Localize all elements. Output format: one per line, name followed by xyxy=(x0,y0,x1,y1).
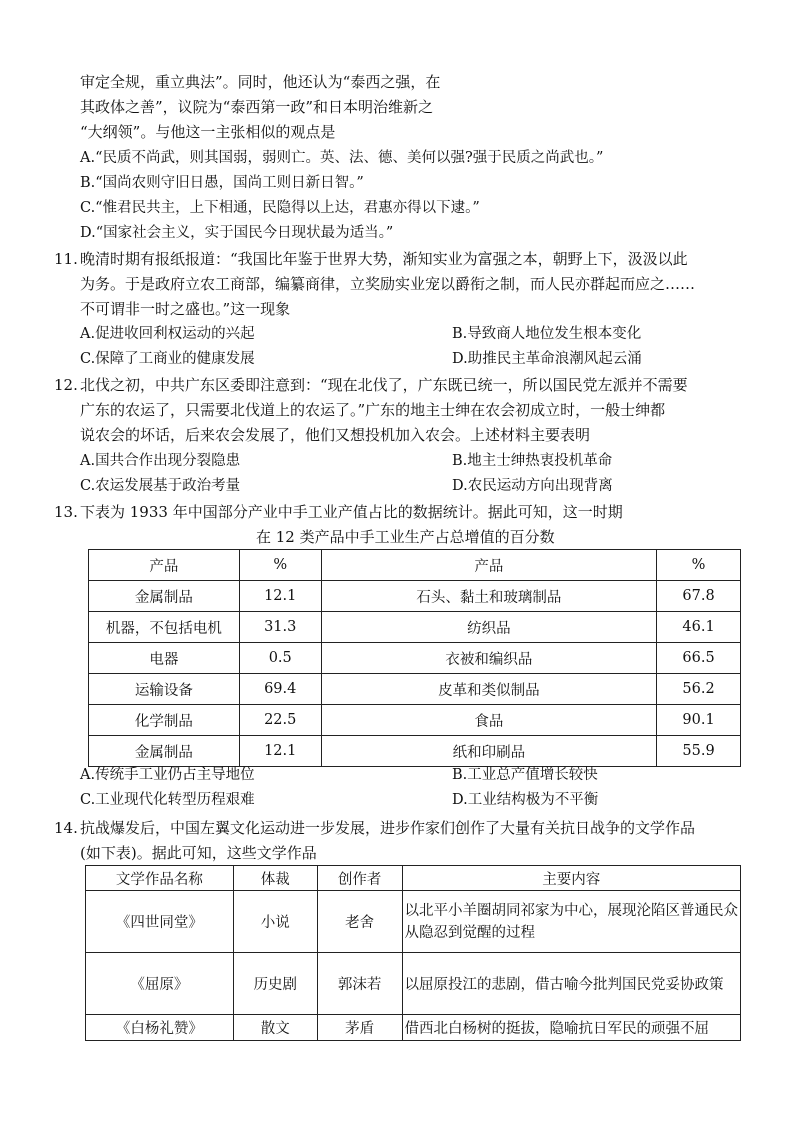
table-cell: 《屈原》 xyxy=(86,953,234,1015)
q12-number: 12. xyxy=(54,376,78,394)
table-row xyxy=(89,581,741,612)
q13-line: 下表为 1933 年中国部分产业中手工业产值占比的数据统计。据此可知，这一时期 xyxy=(80,503,623,521)
table-row xyxy=(89,736,741,767)
table-cell: 55.9 xyxy=(657,736,741,767)
q13-table-caption: 在 12 类产品中手工业生产占总增值的百分数 xyxy=(256,528,555,546)
table-row xyxy=(89,643,741,674)
q13-header-percent-2: % xyxy=(657,550,741,581)
table-cell: 以屈原投江的悲剧，借古喻今批判国民党妥协政策 xyxy=(402,953,740,1015)
q13-header-product-2: 产品 xyxy=(321,550,656,581)
q12-option-b[interactable]: B.地主士绅热衷投机革命 xyxy=(452,453,613,469)
q13-option-b[interactable]: B.工业总产值增长较快 xyxy=(452,767,598,783)
q12-line-1: 北伐之初，中共广东区委即注意到：“现在北伐了，广东既已统一，所以国民党左派并不需要 xyxy=(80,376,688,394)
table-cell: 老舍 xyxy=(317,891,402,953)
table-cell: 《白杨礼赞》 xyxy=(86,1015,234,1041)
q14-header-content: 主要内容 xyxy=(402,866,740,891)
table-row xyxy=(89,674,741,705)
table-cell: 90.1 xyxy=(657,705,741,736)
table-cell: 金属制品 xyxy=(89,736,240,767)
q14-header-author: 创作者 xyxy=(317,866,402,891)
q13-table-header xyxy=(89,550,741,581)
table-row xyxy=(89,612,741,643)
q13-header-product-1: 产品 xyxy=(89,550,240,581)
table-cell: 22.5 xyxy=(239,705,321,736)
q14-header-title: 文学作品名称 xyxy=(86,866,234,891)
table-cell: 机器，不包括电机 xyxy=(89,612,240,643)
q10-option-b[interactable]: B.“国尚农则守旧日愚，国尚工则日新日智。” xyxy=(80,175,364,191)
q11-line-2: 为务。于是政府立农工商部，编纂商律，立奖励实业宠以爵衔之制，而人民亦群起而应之…… xyxy=(80,275,696,293)
q13-number: 13. xyxy=(54,503,78,521)
q11-number: 11. xyxy=(54,250,78,268)
table-cell: 化学制品 xyxy=(89,705,240,736)
q13-option-a[interactable]: A.传统手工业仍占主导地位 xyxy=(80,767,255,783)
table-cell: 《四世同堂》 xyxy=(86,891,234,953)
q14-line-1: 抗战爆发后，中国左翼文化运动进一步发展，进步作家们创作了大量有关抗日战争的文学作品 xyxy=(80,819,696,837)
table-row xyxy=(86,1015,741,1041)
q12-line-3: 说农会的坏话，后来农会发展了，他们又想投机加入农会。上述材料主要表明 xyxy=(80,426,591,444)
table-cell: 小说 xyxy=(233,891,317,953)
q14-line-2: (如下表)。据此可知，这些文学作品 xyxy=(80,844,317,862)
q10-option-c[interactable]: C.“惟君民共主，上下相通，民隐得以上达，君惠亦得以下逮。” xyxy=(80,200,480,216)
table-row xyxy=(89,705,741,736)
table-cell: 郭沫若 xyxy=(317,953,402,1015)
q14-number: 14. xyxy=(54,819,78,837)
q11-line-1: 晚清时期有报纸报道：“我国比年鉴于世界大势，渐知实业为富强之本，朝野上下，汲汲以此 xyxy=(80,250,688,268)
q14-table-header xyxy=(86,866,741,891)
q10-option-a[interactable]: A.“民质不尚武，则其国弱，弱则亡。英、法、德、美何以强?强于民质之尚武也。” xyxy=(80,150,604,166)
q11-option-d[interactable]: D.助推民主革命浪潮风起云涌 xyxy=(452,351,642,367)
table-cell: 历史剧 xyxy=(233,953,317,1015)
table-cell: 12.1 xyxy=(239,736,321,767)
table-cell: 运输设备 xyxy=(89,674,240,705)
q12-option-d[interactable]: D.农民运动方向出现背离 xyxy=(452,478,613,494)
table-cell: 散文 xyxy=(233,1015,317,1041)
table-cell: 56.2 xyxy=(657,674,741,705)
table-cell: 茅盾 xyxy=(317,1015,402,1041)
table-cell: 电器 xyxy=(89,643,240,674)
table-cell: 0.5 xyxy=(239,643,321,674)
table-cell: 石头、黏土和玻璃制品 xyxy=(321,581,656,612)
q11-option-a[interactable]: A.促进收回利权运动的兴起 xyxy=(80,326,255,342)
q13-table xyxy=(88,549,741,767)
q10-option-d[interactable]: D.“国家社会主义，实于国民今日现状最为适当。” xyxy=(80,225,394,241)
table-cell: 食品 xyxy=(321,705,656,736)
table-row xyxy=(86,891,741,953)
table-cell: 纺织品 xyxy=(321,612,656,643)
q11-line-3: 不可谓非一时之盛也。”这一现象 xyxy=(80,300,291,318)
table-cell: 46.1 xyxy=(657,612,741,643)
table-cell: 金属制品 xyxy=(89,581,240,612)
table-cell: 66.5 xyxy=(657,643,741,674)
q10-line-2: 其政体之善”，议院为“泰西第一政”和日本明治维新之 xyxy=(80,98,434,116)
table-cell: 67.8 xyxy=(657,581,741,612)
table-cell: 31.3 xyxy=(239,612,321,643)
q13-option-d[interactable]: D.工业结构极为不平衡 xyxy=(452,792,599,808)
table-cell: 皮革和类似制品 xyxy=(321,674,656,705)
table-cell: 纸和印刷品 xyxy=(321,736,656,767)
table-cell: 衣被和编织品 xyxy=(321,643,656,674)
q12-line-2: 广东的农运了，只需要北伐道上的农运了。”广东的地主士绅在农会初成立时，一般士绅都 xyxy=(80,401,666,419)
q14-table xyxy=(85,865,741,1041)
q11-option-b[interactable]: B.导致商人地位发生根本变化 xyxy=(452,326,642,342)
q11-option-c[interactable]: C.保障了工商业的健康发展 xyxy=(80,351,255,367)
q10-line-3: “大纲领”。与他这一主张相似的观点是 xyxy=(80,123,336,141)
q12-option-c[interactable]: C.农运发展基于政治考量 xyxy=(80,478,241,494)
q13-header-percent-1: % xyxy=(239,550,321,581)
q12-option-a[interactable]: A.国共合作出现分裂隐患 xyxy=(80,453,241,469)
table-cell: 借西北白杨树的挺拔，隐喻抗日军民的顽强不屈 xyxy=(402,1015,740,1041)
table-cell: 69.4 xyxy=(239,674,321,705)
q14-header-genre: 体裁 xyxy=(233,866,317,891)
table-row xyxy=(86,953,741,1015)
q10-line-1: 审定全规，重立典法”。同时，他还认为“泰西之强，在 xyxy=(80,73,441,91)
table-cell: 12.1 xyxy=(239,581,321,612)
q13-option-c[interactable]: C.工业现代化转型历程艰难 xyxy=(80,792,255,808)
table-cell: 以北平小羊圈胡同祁家为中心，展现沦陷区普通民众从隐忍到觉醒的过程 xyxy=(402,891,740,953)
